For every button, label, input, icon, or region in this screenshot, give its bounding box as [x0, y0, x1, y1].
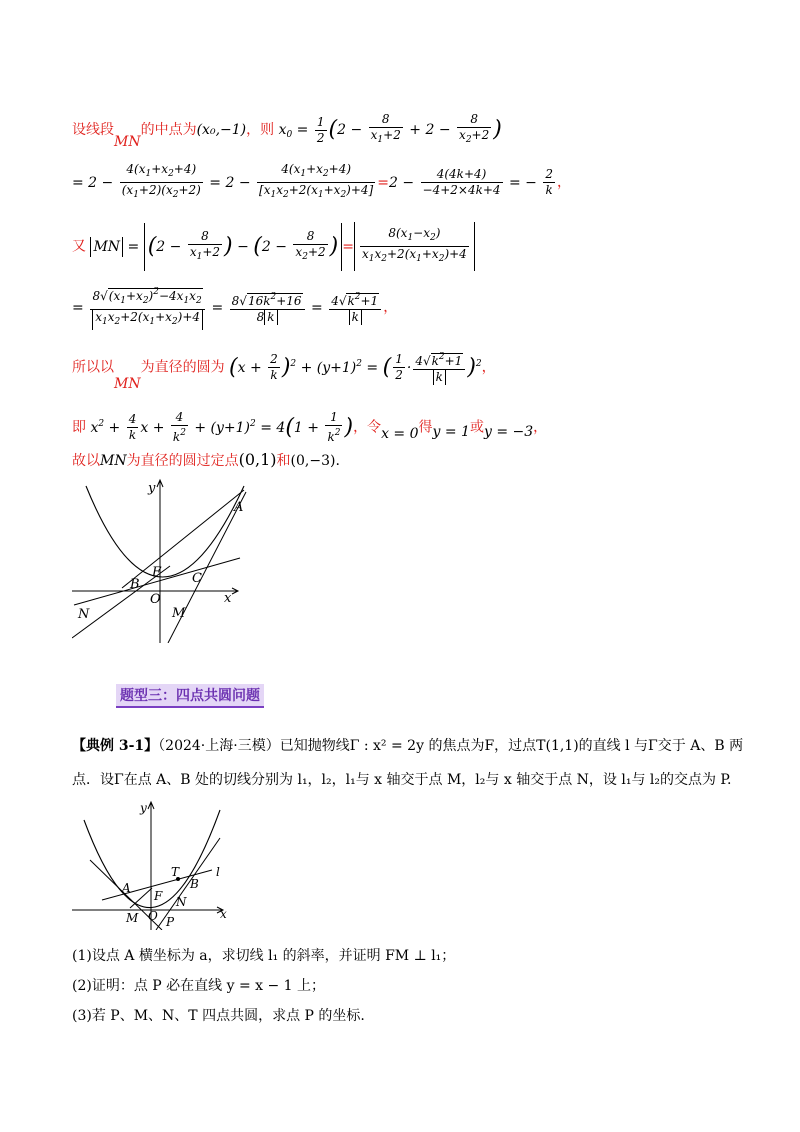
- example-line-2: [72, 770, 731, 790]
- text: ，: [481, 359, 496, 376]
- section-title: 题型三：四点共圆问题: [116, 684, 264, 708]
- label: B: [190, 877, 199, 891]
- text: ，令: [353, 419, 382, 436]
- solution-y1: y = 1: [432, 423, 470, 440]
- label: A: [234, 500, 244, 515]
- formula: $x^2$ + $\frac{4}{k}$ x + $\frac{4}{k^2}$ + $(y+1)^2 = 4(1$ + $\frac{1}{k^2}$ ): [90, 410, 354, 444]
- fixed-point-2: (0,−3): [290, 453, 336, 469]
- text: ，则: [246, 122, 275, 138]
- solution-line-2: [72, 162, 571, 203]
- solution-line-3: [72, 222, 475, 271]
- formula: $x_0$ = $\frac{1}{2}$ (2 − $\frac{8}{x_1+2}$ + 2 − $\frac{8}{x_2+2}$ ): [278, 112, 502, 145]
- question-1: (1)设点 A 横坐标为 a，求切线 l₁ 的斜率，并证明 FM ⊥ l₁；: [72, 948, 456, 964]
- text: ，: [533, 419, 548, 436]
- example-text: 点．设Γ在点 A、B 处的切线分别为 l₁，l₂，l₁与 x 轴交于点 M，l₂与 x 轴交于点 N，设 l₁与 l₂的交点为 P.: [72, 772, 732, 788]
- label: M: [172, 606, 186, 621]
- text: 所以以: [72, 359, 114, 376]
- formula: MN = (2 − $\frac{8}{x_1+2}$ ) − (2 − $\frac{8}{x_2+2}$ ) = $\frac{8(x_1-x_2)}{x_1x_2+2(x_1+x_2)+4}$: [90, 239, 474, 255]
- text: 为直径的圆为: [140, 359, 225, 376]
- label: F: [154, 889, 163, 903]
- label: l: [216, 865, 220, 879]
- text: ，: [383, 299, 398, 316]
- label: y: [140, 801, 147, 815]
- segment-mn: MN: [100, 453, 127, 469]
- solution-y2: y = −3: [483, 423, 534, 440]
- segment-mn: MN: [114, 375, 141, 392]
- formula: (x + $\frac{2}{k}$ )$^2 + (y+1)^2$ = ( $\frac{1}{2}$ · $\frac{4√k^2+1}{k}$ )$^2$: [229, 352, 482, 384]
- solution-line-6: [72, 410, 547, 445]
- label: F: [152, 565, 162, 580]
- label: N: [78, 607, 90, 622]
- label: B: [130, 577, 140, 592]
- parabola: [84, 810, 220, 908]
- label: O: [150, 592, 161, 607]
- label: O: [148, 909, 158, 923]
- example-tag: 【典例 3-1】: [72, 738, 159, 754]
- text: 得: [418, 419, 433, 436]
- label: x: [224, 591, 232, 606]
- label: T: [171, 865, 180, 879]
- solution-line-4: [72, 285, 397, 330]
- text: 或: [469, 419, 484, 436]
- formula: = $\frac{8√(x_1+x_2)^2-4x_1x_2}{x_1x_2+2(x_1+x_2)+4}$ = $\frac{8√16k^2+16}{8 k}$ = $\frac{4√k^2+1}{k}$: [72, 300, 383, 316]
- condition: x = 0: [381, 425, 419, 442]
- text: 故以: [72, 453, 100, 469]
- line-ab: [122, 490, 244, 588]
- fixed-point-1: (0,1): [238, 450, 277, 469]
- example-line-1: [72, 736, 743, 756]
- example-source: （2024·上海·三模）: [158, 738, 280, 754]
- label: C: [192, 571, 202, 586]
- label: A: [122, 881, 131, 895]
- label: N: [176, 895, 187, 909]
- figure-parabola-1: [72, 478, 252, 643]
- label: P: [166, 915, 175, 929]
- question-3: (3)若 P、M、N、T 四点共圆，求点 P 的坐标.: [72, 1008, 365, 1024]
- text: .: [335, 453, 340, 469]
- solution-line-5: [72, 350, 496, 392]
- label: y: [148, 481, 156, 496]
- solution-line-1: [72, 112, 502, 148]
- text: 设线段: [72, 122, 114, 138]
- text: 又: [72, 238, 86, 255]
- label: x: [220, 907, 227, 921]
- label: M: [126, 911, 139, 925]
- text: 的中点为: [140, 122, 197, 138]
- midpoint: (x₀,−1): [196, 122, 247, 138]
- formula: = 2 − $\frac{4(x_1+x_2+4)}{(x_1+2)(x_2+2)}$ = 2 − $\frac{4(x_1+x_2+4)}{[x_1x_2+2(x_1+x_2)+4]}$ =2 − $\frac{4(4k+4)}{-4+2\times 4k+4}$ = − $\frac{2}{k}$: [72, 162, 553, 200]
- segment-mn: MN: [114, 134, 141, 150]
- figure-parabola-2: [72, 800, 242, 930]
- text: 为直径的圆过定点: [126, 453, 239, 469]
- example-text: 已知抛物线Γ : x² = 2y 的焦点为F，过点T(1,1)的直线 l 与Γ交于 A、B 两: [279, 738, 744, 754]
- text: 即: [72, 419, 86, 436]
- solution-line-7: [72, 450, 340, 471]
- text: 和: [276, 453, 291, 469]
- text: ，: [557, 174, 571, 191]
- question-2: (2)证明：点 P 必在直线 y = x − 1 上；: [72, 978, 326, 994]
